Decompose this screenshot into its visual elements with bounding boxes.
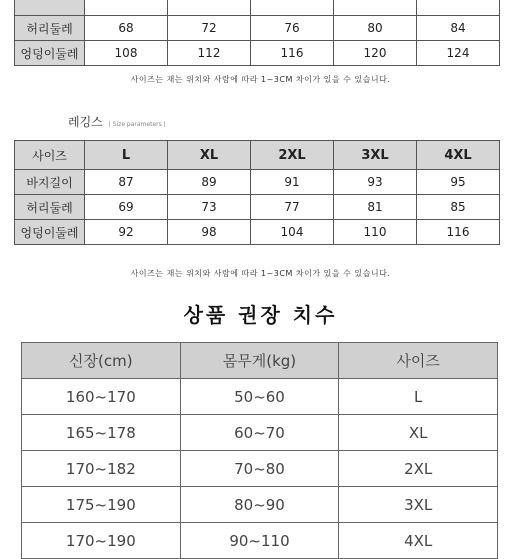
table-cell: 80 xyxy=(334,16,417,41)
table-cell: 95 xyxy=(417,170,500,195)
table-cell: 81 xyxy=(334,195,417,220)
legging-title: 레깅스 xyxy=(68,115,103,129)
legging-heading xyxy=(68,113,166,130)
table-header-row xyxy=(15,141,500,170)
table-row xyxy=(15,16,500,41)
table-cell: 68 xyxy=(85,16,168,41)
table-cell: XL xyxy=(339,415,498,451)
table-cell: 93 xyxy=(334,170,417,195)
table-cell: 116 xyxy=(417,220,500,245)
header-cell: 몸무게(kg) xyxy=(180,343,339,379)
table-cell: 87 xyxy=(85,170,168,195)
table-cell xyxy=(334,0,417,16)
table-cell: 2XL xyxy=(339,451,498,487)
header-cell: 사이즈 xyxy=(339,343,498,379)
row-label xyxy=(15,0,85,16)
table-cell: 84 xyxy=(417,16,500,41)
table-cell: 73 xyxy=(168,195,251,220)
row-label: 엉덩이둘레 xyxy=(15,220,85,245)
table-cell: 104 xyxy=(251,220,334,245)
table-cell: 72 xyxy=(168,16,251,41)
table-cell: 77 xyxy=(251,195,334,220)
table-cell: 165~178 xyxy=(22,415,181,451)
table-header-row xyxy=(22,343,498,379)
size-note: 사이즈는 재는 위치와 사람에 따라 1~3CM 차이가 있을 수 있습니다. xyxy=(130,75,391,84)
table-cell xyxy=(251,0,334,16)
header-cell: L xyxy=(85,141,168,170)
table-cell: 76 xyxy=(251,16,334,41)
table-row xyxy=(22,379,498,415)
table-row xyxy=(22,451,498,487)
table-cell: 170~190 xyxy=(22,523,181,559)
table-row xyxy=(22,523,498,559)
table-row xyxy=(22,415,498,451)
table-cell: 3XL xyxy=(339,487,498,523)
table-cell: 92 xyxy=(85,220,168,245)
size-note-2: 사이즈는 재는 위치와 사람에 따라 1~3CM 차이가 있을 수 있습니다. xyxy=(130,269,391,278)
row-label: 허리둘레 xyxy=(15,16,85,41)
table-cell: 80~90 xyxy=(180,487,339,523)
row-label: 바지길이 xyxy=(15,170,85,195)
table-cell: 89 xyxy=(168,170,251,195)
recommend-size-table xyxy=(21,342,498,559)
table-cell: 108 xyxy=(85,41,168,66)
table-row xyxy=(15,41,500,66)
table-cell: 116 xyxy=(251,41,334,66)
table-cell: 60~70 xyxy=(180,415,339,451)
table-cell: 4XL xyxy=(339,523,498,559)
header-cell: 4XL xyxy=(417,141,500,170)
table-cell: 98 xyxy=(168,220,251,245)
table-cell: 120 xyxy=(334,41,417,66)
table-cell xyxy=(85,0,168,16)
table-row xyxy=(22,487,498,523)
top-size-table xyxy=(14,0,500,66)
table-cell xyxy=(417,0,500,16)
row-label: 허리둘레 xyxy=(15,195,85,220)
table-cell: 69 xyxy=(85,195,168,220)
table-cell: 91 xyxy=(251,170,334,195)
table-cell: 112 xyxy=(168,41,251,66)
header-cell: XL xyxy=(168,141,251,170)
table-row xyxy=(15,220,500,245)
table-cell: 90~110 xyxy=(180,523,339,559)
table-cell: 110 xyxy=(334,220,417,245)
table-cell: 50~60 xyxy=(180,379,339,415)
row-label: 엉덩이둘레 xyxy=(15,41,85,66)
table-row xyxy=(15,195,500,220)
table-cell: L xyxy=(339,379,498,415)
recommend-title: 상품 권장 치수 xyxy=(183,303,338,327)
table-row xyxy=(15,0,500,16)
header-cell: 신장(cm) xyxy=(22,343,181,379)
table-cell xyxy=(168,0,251,16)
table-cell: 175~190 xyxy=(22,487,181,523)
table-cell: 70~80 xyxy=(180,451,339,487)
legging-subtitle: | Size parameters | xyxy=(108,121,166,128)
table-cell: 170~182 xyxy=(22,451,181,487)
table-row xyxy=(15,170,500,195)
legging-size-table xyxy=(14,140,500,245)
header-cell: 2XL xyxy=(251,141,334,170)
table-cell: 85 xyxy=(417,195,500,220)
table-cell: 160~170 xyxy=(22,379,181,415)
table-cell: 124 xyxy=(417,41,500,66)
header-cell: 3XL xyxy=(334,141,417,170)
header-cell: 사이즈 xyxy=(15,141,85,170)
